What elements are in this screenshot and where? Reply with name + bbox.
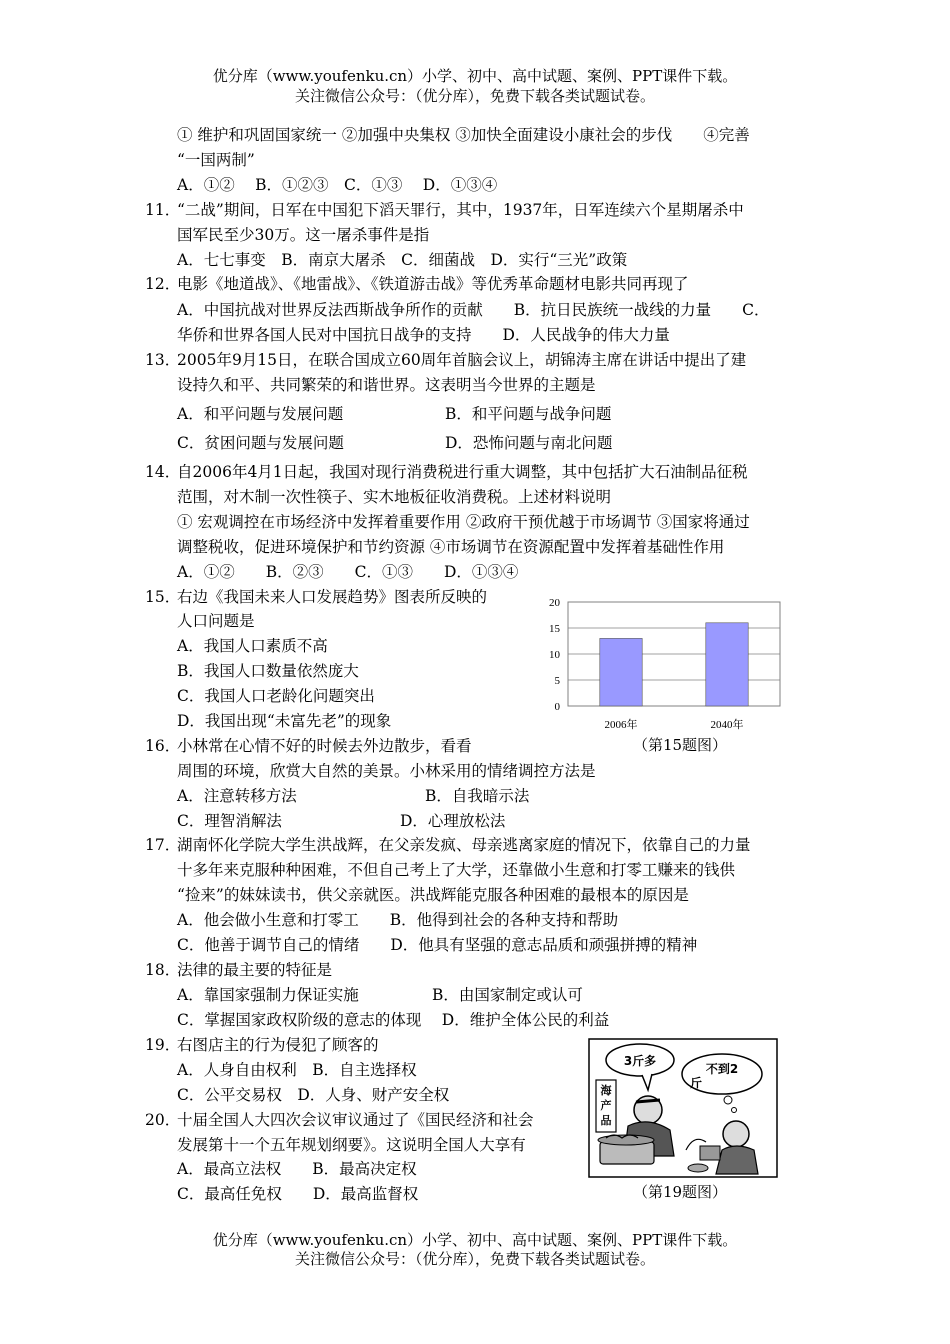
x-tick-label: 2040年 <box>710 719 744 731</box>
left-bubble-text: 3斤多 <box>623 1054 657 1068</box>
q13-option-b: B．和平问题与战争问题 <box>445 405 612 423</box>
x-tick-label: 2006年 <box>604 719 638 731</box>
q16-option-d: D．心理放松法 <box>400 812 506 830</box>
y-tick-label: 15 <box>549 623 560 635</box>
q16-number: 16． <box>145 737 181 755</box>
y-tick-label: 5 <box>554 675 560 687</box>
q19-number: 19． <box>145 1036 181 1054</box>
q12-options-line1: A．中国抗战对世界反法西斯战争所作的贡献 B．抗日民族统一战线的力量 C． <box>177 301 770 319</box>
q15-stem-line1: 右边《我国未来人口发展趋势》图表所反映的 <box>177 588 488 606</box>
q12-number: 12． <box>145 275 181 293</box>
q14-items-line2: 调整税收，促进环境保护和节约资源 ④市场调节在资源配置中发挥着基础性作用 <box>177 538 725 556</box>
q17-stem-line2: 十多年来克服种种困难，不但自己考上了大学，还靠做小生意和打零工赚来的钱供 <box>177 861 736 879</box>
bar-1 <box>600 638 642 706</box>
q14-items-line1: ① 宏观调控在市场经济中发挥着重要作用 ②政府干预优越于市场调节 ③国家将通过 <box>177 513 750 531</box>
q13-option-c: C．贫困问题与发展问题 <box>177 434 344 452</box>
q13-option-d: D．恐怖问题与南北问题 <box>445 434 613 452</box>
q19-options-cd: C．公平交易权 D．人身、财产安全权 <box>177 1086 450 1104</box>
bar-2 <box>706 623 748 706</box>
q19-options-ab: A．人身自由权利 B．自主选择权 <box>177 1061 417 1079</box>
header-line-2: 关注微信公众号：（优分库），免费下载各类试题试卷。 <box>294 87 655 105</box>
header-line-1: 优分库（www.youfenku.cn）小学、初中、高中试题、案例、PPT课件下载。 <box>212 67 738 85</box>
q11-number: 11． <box>145 201 181 219</box>
q15-option-a: A．我国人口素质不高 <box>177 637 328 655</box>
q16-option-c: C．理智消解法 <box>177 812 282 830</box>
q16-option-b: B．自我暗示法 <box>425 787 530 805</box>
q15-option-c: C．我国人口老龄化问题突出 <box>177 687 375 705</box>
q15-number: 15． <box>145 588 181 606</box>
q16-stem-line2: 周围的环境，欣赏大自然的美景。小林采用的情绪调控方法是 <box>177 762 596 780</box>
q10-items-line1: ① 维护和巩固国家统一 ②加强中央集权 ③加快全面建设小康社会的步伐 ④完善 <box>177 126 750 144</box>
q20-stem-line2: 发展第十一个五年规划纲要》。这说明全国人大享有 <box>177 1136 526 1154</box>
q14-number: 14． <box>145 463 181 481</box>
q17-stem-line1: 湖南怀化学院大学生洪战辉，在父亲发疯、母亲逃离家庭的情况下，依靠自己的力量 <box>177 836 751 854</box>
q13-stem-line2: 设持久和平、共同繁荣的和谐世界。这表明当今世界的主题是 <box>177 376 596 394</box>
q17-stem-line3: “捡来”的妹妹读书，供父亲就医。洪战辉能克服各种困难的最根本的原因是 <box>177 886 689 904</box>
q20-options-cd: C．最高任免权 D．最高监督权 <box>177 1185 419 1203</box>
q13-stem-line1: 2005年9月15日，在联合国成立60周年首脑会议上，胡锦涛主席在讲话中提出了建 <box>177 351 747 369</box>
q20-stem-line1: 十届全国人大四次会议审议通过了《国民经济和社会 <box>177 1111 534 1129</box>
q17-number: 17． <box>145 836 181 854</box>
shopkeeper-cartoon <box>588 1038 778 1178</box>
footer-line-2: 关注微信公众号：（优分库），免费下载各类试题试卷。 <box>294 1250 655 1268</box>
q12-options-line2: 华侨和世界各国人民对中国抗日战争的支持 D．人民战争的伟大力量 <box>177 326 670 344</box>
q17-options-ab: A．他会做小生意和打零工 B．他得到社会的各种支持和帮助 <box>177 911 619 929</box>
q16-option-a: A．注意转移方法 <box>177 787 297 805</box>
y-tick-label: 20 <box>549 597 560 609</box>
q15-option-b: B．我国人口数量依然庞大 <box>177 662 359 680</box>
q14-stem-line1: 自2006年4月1日起，我国对现行消费税进行重大调整，其中包括扩大石油制品征税 <box>177 463 748 481</box>
q14-options: A．①② B．②③ C．①③ D．①③④ <box>177 563 519 581</box>
q18-options-cd: C．掌握国家政权阶级的意志的体现 D．维护全体公民的利益 <box>177 1011 610 1029</box>
q20-options-ab: A．最高立法权 B．最高决定权 <box>177 1160 417 1178</box>
population-trend-chart <box>534 594 786 738</box>
q18-number: 18． <box>145 961 181 979</box>
q20-number: 20． <box>145 1111 181 1129</box>
y-tick-label: 10 <box>549 649 560 661</box>
q19-figure-caption: （第19题图） <box>632 1183 728 1201</box>
q11-stem-line2: 国军民至少30万。这一屠杀事件是指 <box>177 226 430 244</box>
q15-figure-caption: （第15题图） <box>632 736 728 754</box>
q18-option-a: A．靠国家强制力保证实施 <box>177 986 359 1004</box>
q14-stem-line2: 范围，对木制一次性筷子、实木地板征收消费税。上述材料说明 <box>177 488 612 506</box>
footer-line-1: 优分库（www.youfenku.cn）小学、初中、高中试题、案例、PPT课件下载。 <box>212 1231 738 1249</box>
q13-number: 13． <box>145 351 181 369</box>
q12-stem-line1: 电影《地道战》、《地雷战》、《铁道游击战》等优秀革命题材电影共同再现了 <box>177 275 689 293</box>
q19-stem: 右图店主的行为侵犯了顾客的 <box>177 1036 379 1054</box>
q18-option-b: B．由国家制定或认可 <box>432 986 583 1004</box>
q10-items-line2: “一国两制” <box>177 151 255 169</box>
q13-option-a: A．和平问题与发展问题 <box>177 405 344 423</box>
q16-stem-line1: 小林常在心情不好的时候去外边散步，看看 <box>177 737 472 755</box>
q15-stem-line2: 人口问题是 <box>177 612 255 630</box>
q17-options-cd: C．他善于调节自己的情绪 D．他具有坚强的意志品质和顽强拼搏的精神 <box>177 936 698 954</box>
right-bubble-text-2: 斤 <box>689 1076 703 1090</box>
q11-stem-line1: “二战”期间，日军在中国犯下滔天罪行，其中，1937年，日军连续六个星期屠杀中 <box>177 201 744 219</box>
y-tick-label: 0 <box>554 701 560 713</box>
right-bubble-text-1: 不到2 <box>705 1062 739 1076</box>
q10-options: A．①② B．①②③ C．①③ D．①③④ <box>177 176 498 194</box>
seafood-sign-text: 海产品 <box>600 1084 612 1127</box>
q11-options: A．七七事变 B．南京大屠杀 C．细菌战 D．实行“三光”政策 <box>177 251 628 269</box>
q15-option-d: D．我国出现“未富先老”的现象 <box>177 712 392 730</box>
q18-stem: 法律的最主要的特征是 <box>177 961 333 979</box>
